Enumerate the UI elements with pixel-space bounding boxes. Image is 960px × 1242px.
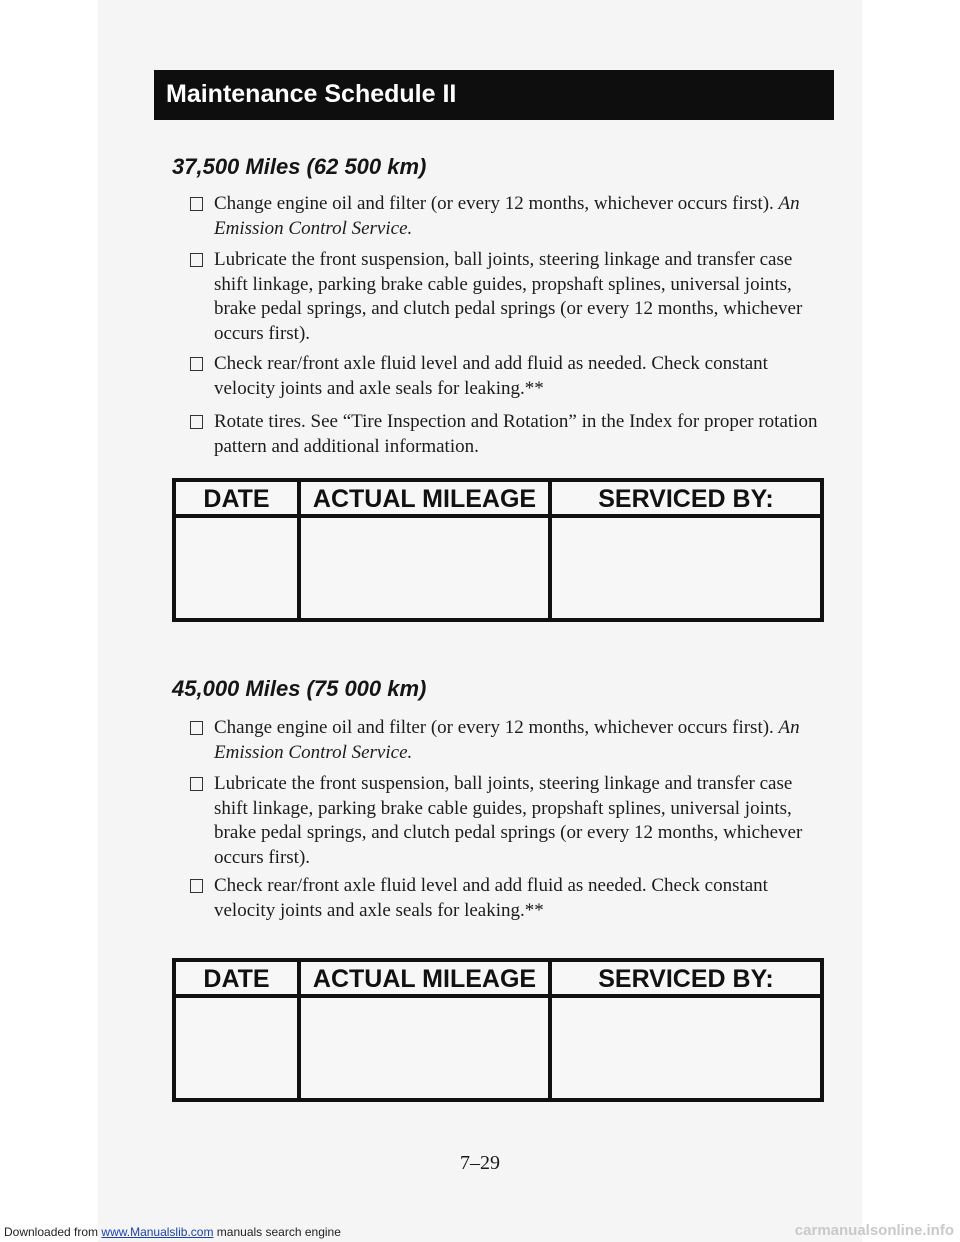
item-text: Check rear/front axle fluid level and add fluid as needed. Check constant velocity joints and axle seals for leaking.** [214, 875, 768, 921]
column-divider [297, 482, 301, 618]
section-banner [154, 70, 834, 120]
manualslib-link[interactable]: www.Manualslib.com [101, 1225, 214, 1239]
checkbox-icon [190, 721, 203, 735]
checkbox-icon [190, 197, 203, 211]
checklist-item [190, 192, 830, 241]
checklist-item [190, 874, 830, 923]
item-text: Check rear/front axle fluid level and add fluid as needed. Check constant velocity joints and axle seals for leaking.** [214, 353, 768, 399]
service-log-table [172, 478, 824, 622]
checklist-item [190, 716, 830, 765]
checkbox-icon [190, 357, 203, 371]
checkbox-icon [190, 879, 203, 893]
page-number: 7–29 [460, 1152, 500, 1174]
item-text: Change engine oil and filter (or every 12 months, whichever occurs first). [214, 193, 774, 214]
service-log-header [176, 482, 820, 518]
section-heading: 45,000 Miles (75 000 km) [172, 676, 427, 701]
column-divider [548, 482, 552, 618]
footer-suffix: manuals search engine [216, 1225, 341, 1239]
service-log-table [172, 958, 824, 1102]
banner-title: Maintenance Schedule II [166, 80, 457, 108]
mileage-header: ACTUAL MILEAGE [312, 965, 537, 993]
item-emphasis: An Emission Control Service. [214, 193, 800, 239]
column-divider [548, 962, 552, 1098]
column-divider [297, 962, 301, 1098]
section-heading: 37,500 Miles (62 500 km) [172, 154, 427, 179]
item-text: Lubricate the front suspension, ball joints, steering linkage and transfer case shift linkage, parking brake cable guides, propshaft splines, universal joints, brake pedal springs, and clutch pedal springs (or every 12 months, whichever occurs first). [214, 773, 803, 868]
checkbox-icon [190, 415, 203, 429]
checkbox-icon [190, 253, 203, 267]
date-header: DATE [203, 485, 270, 513]
footer-prefix: Downloaded from [4, 1225, 99, 1239]
item-text: Change engine oil and filter (or every 12 months, whichever occurs first). [214, 717, 774, 738]
item-text: Lubricate the front suspension, ball joints, steering linkage and transfer case shift linkage, parking brake cable guides, propshaft splines, universal joints, brake pedal springs, and clutch pedal springs (or every 12 months, whichever occurs first). [214, 249, 803, 344]
mileage-header: ACTUAL MILEAGE [312, 485, 537, 513]
checklist-item [190, 410, 830, 459]
checkbox-icon [190, 777, 203, 791]
site-watermark: carmanualsonline.info [794, 1222, 954, 1239]
item-text: Rotate tires. See “Tire Inspection and Rotation” in the Index for proper rotation pattern and additional information. [214, 411, 818, 457]
item-emphasis: An Emission Control Service. [214, 717, 800, 763]
date-header: DATE [203, 965, 270, 993]
download-footer [4, 1225, 341, 1239]
serviced-by-header: SERVICED BY: [598, 965, 774, 993]
service-log-header [176, 962, 820, 998]
serviced-by-header: SERVICED BY: [598, 485, 774, 513]
checklist-item [190, 248, 830, 346]
checklist-item [190, 352, 830, 401]
checklist-item [190, 772, 830, 870]
